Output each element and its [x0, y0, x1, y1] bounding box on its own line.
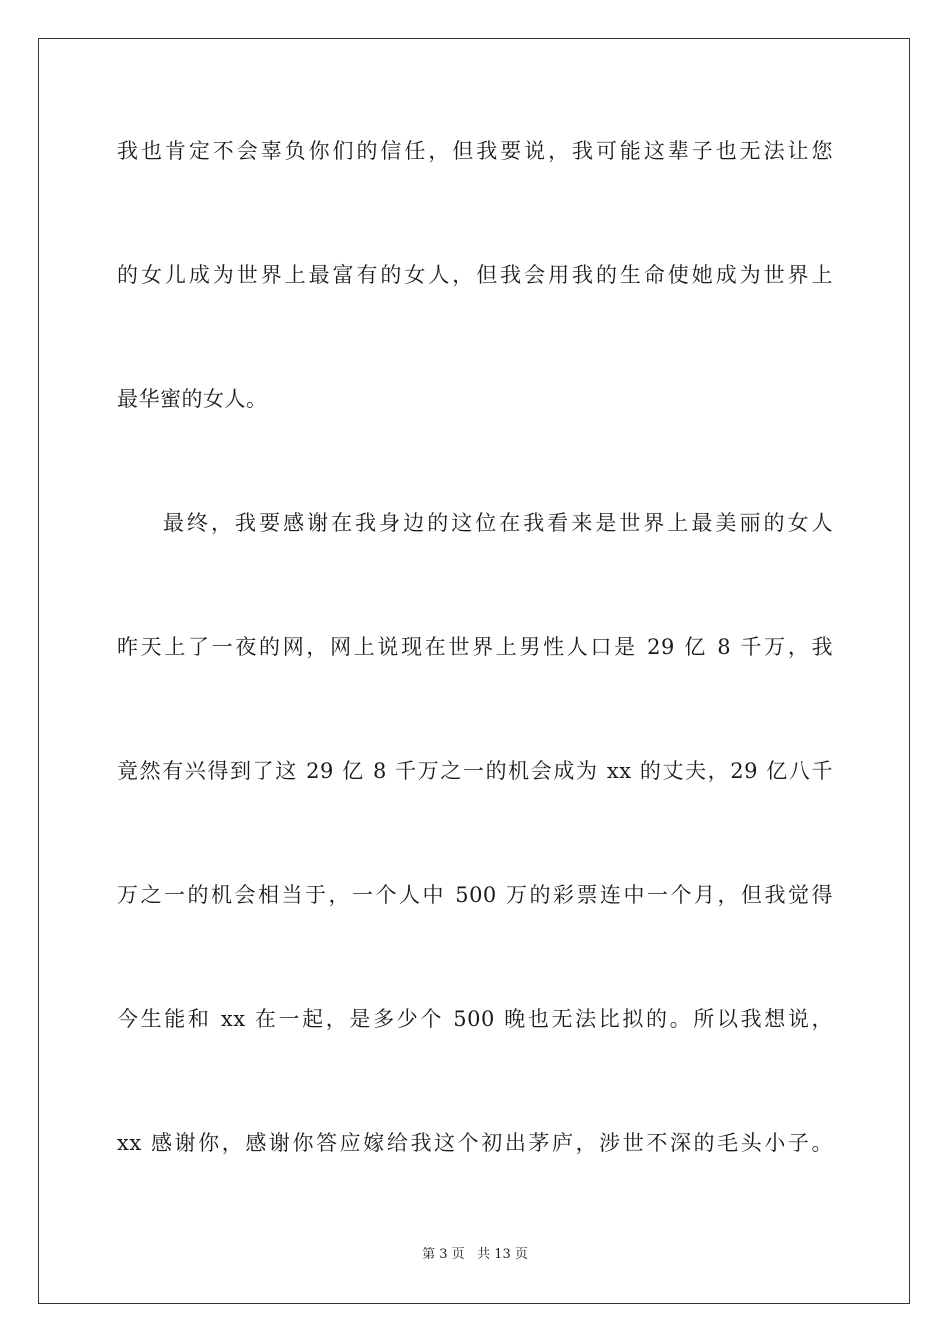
page-border	[38, 38, 910, 1304]
text-line: xx 感谢你，感谢你答应嫁给我这个初出茅庐，涉世不深的毛头小子。	[117, 1131, 833, 1155]
text-line: 最华蜜的女人。	[117, 387, 268, 411]
text-line: 昨天上了一夜的网，网上说现在世界上男性人口是 29 亿 8 千万，我	[117, 635, 833, 659]
page-total: 共 13 页	[477, 1247, 528, 1262]
page-number: 第 3 页	[422, 1247, 465, 1262]
text-line: 的女儿成为世界上最富有的女人，但我会用我的生命使她成为世界上	[117, 263, 833, 287]
page-footer	[0, 1246, 950, 1264]
text-line: 最终，我要感谢在我身边的这位在我看来是世界上最美丽的女人	[163, 511, 833, 535]
text-line: 今生能和 xx 在一起，是多少个 500 晚也无法比拟的。所以我想说，	[117, 1007, 833, 1031]
text-line: 我也肯定不会辜负你们的信任，但我要说，我可能这辈子也无法让您	[117, 139, 833, 163]
text-line: 竟然有兴得到了这 29 亿 8 千万之一的机会成为 xx 的丈夫，29 亿八千	[117, 759, 833, 783]
text-line: 万之一的机会相当于，一个人中 500 万的彩票连中一个月，但我觉得	[117, 883, 833, 907]
